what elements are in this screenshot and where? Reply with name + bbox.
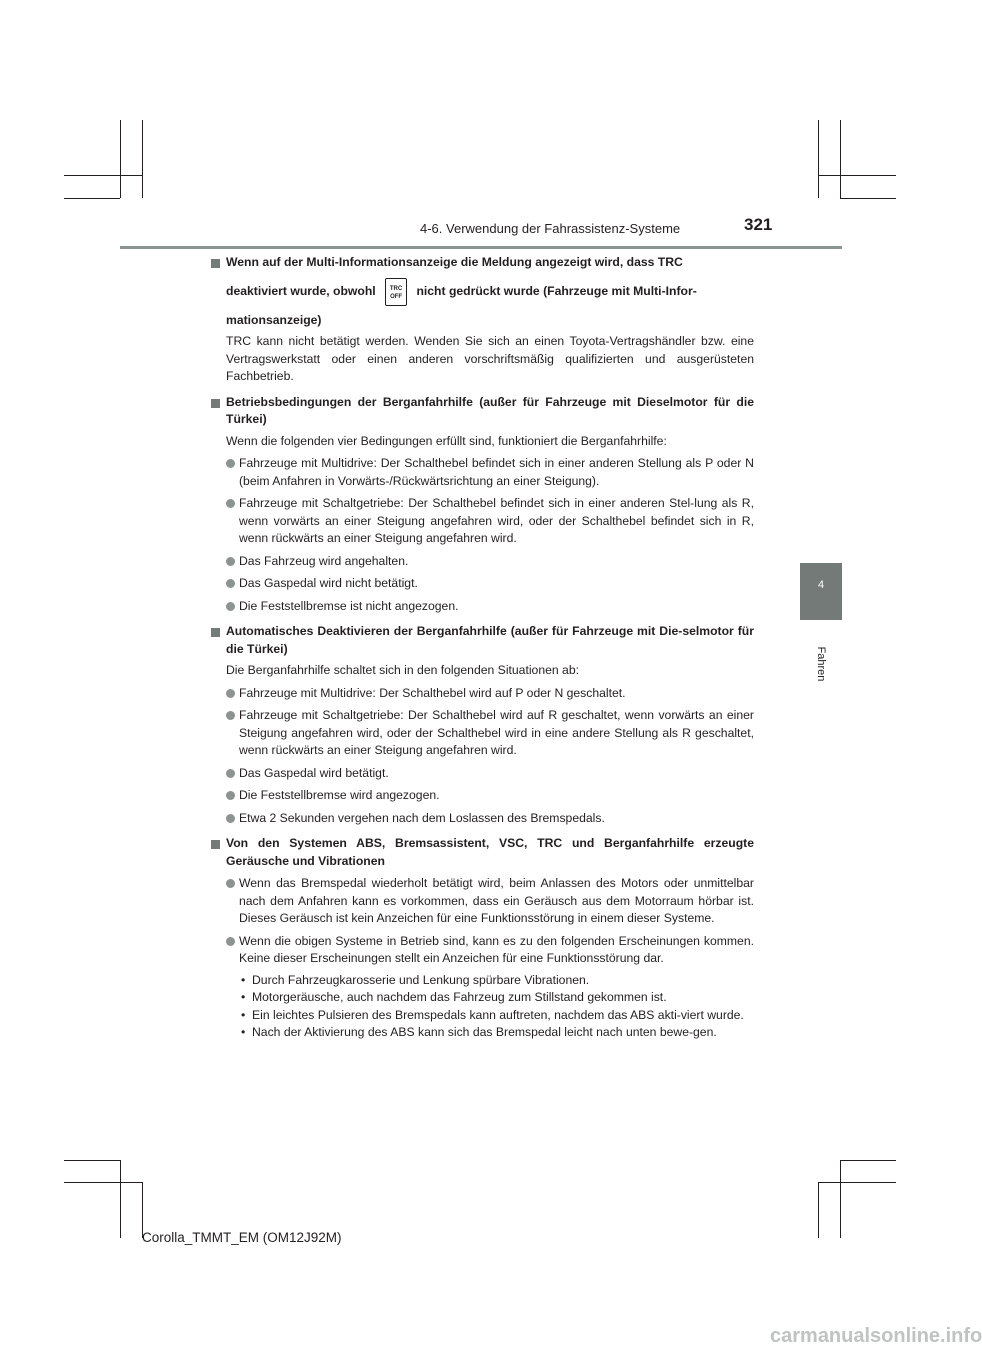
sub-list-item: • Nach der Aktivierung des ABS kann sich das Bremspedal leicht nach unten bewe-gen. bbox=[211, 1024, 754, 1042]
crop-mark bbox=[64, 1160, 120, 1161]
sub-list-item: • Durch Fahrzeugkarosserie und Lenkung spürbare Vibrationen. bbox=[211, 972, 754, 990]
footer-doc-id: Corolla_TMMT_EM (OM12J92M) bbox=[142, 1230, 342, 1245]
crop-mark bbox=[120, 120, 121, 198]
crop-mark bbox=[120, 1160, 121, 1238]
list-item: Fahrzeuge mit Multidrive: Der Schalthebel wird auf P oder N geschaltet. bbox=[211, 685, 754, 703]
paragraph: Wenn die folgenden vier Bedingungen erfüllt sind, funktioniert die Berganfahrhilfe: bbox=[226, 433, 667, 448]
list-item: Das Fahrzeug wird angehalten. bbox=[211, 553, 754, 571]
crop-mark bbox=[818, 175, 896, 176]
watermark: carmanualsonline.info bbox=[770, 1325, 982, 1347]
crop-mark bbox=[840, 1160, 896, 1161]
crop-mark bbox=[818, 1182, 896, 1183]
crop-mark bbox=[64, 175, 142, 176]
paragraph: Die Berganfahrhilfe schaltet sich in den folgenden Situationen ab: bbox=[226, 663, 579, 677]
header-rule bbox=[120, 246, 842, 249]
list-item: Die Feststellbremse ist nicht angezogen. bbox=[211, 598, 754, 616]
heading-auto-deactivation: Automatisches Deaktivieren der Berganfahrhilfe (außer für Fahrzeuge mit Die-selmotor für die Türkei) bbox=[211, 623, 754, 658]
crop-mark bbox=[818, 1182, 819, 1238]
list-item: Fahrzeuge mit Multidrive: Der Schalthebel befindet sich in einer anderen Stellung als P oder N (beim Anfahren in Vorwärts-/Rückwärtsrichtung an einer Steigung). bbox=[211, 455, 754, 490]
chapter-tab bbox=[800, 563, 842, 620]
sub-list-item: • Motorgeräusche, auch nachdem das Fahrzeug zum Stillstand gekommen ist. bbox=[211, 989, 754, 1007]
chapter-number: 4 bbox=[817, 579, 825, 591]
page-content bbox=[211, 254, 754, 1042]
crop-mark bbox=[64, 198, 120, 199]
list-item: Die Feststellbremse wird angezogen. bbox=[211, 787, 754, 805]
heading-noises-vibrations: Von den Systemen ABS, Bremsassistent, VSC, TRC und Berganfahrhilfe erzeugte Geräusche und Vibrationen bbox=[211, 835, 754, 870]
list-item: Fahrzeuge mit Schaltgetriebe: Der Schalthebel befindet sich in einer anderen Stel-lung als R, wenn vorwärts an einer Steigung angefahren wird, oder der Schalthebel befindet sich in R, wenn rückwärts an einer Steigung angefahren wird. bbox=[211, 495, 754, 548]
crop-mark bbox=[142, 120, 143, 198]
heading-operating-conditions: Betriebsbedingungen der Berganfahrhilfe (außer für Fahrzeuge mit Dieselmotor für die Türkei) bbox=[211, 394, 754, 429]
crop-mark bbox=[840, 1160, 841, 1238]
list-item: Das Gaspedal wird nicht betätigt. bbox=[211, 575, 754, 593]
section-title: 4-6. Verwendung der Fahrassistenz-Systeme bbox=[420, 221, 681, 236]
sub-list-item: • Ein leichtes Pulsieren des Bremspedals kann auftreten, nachdem das ABS akti-viert wurde. bbox=[211, 1007, 754, 1025]
crop-mark bbox=[840, 120, 841, 198]
trc-off-button-icon: TRC OFF bbox=[385, 278, 407, 306]
paragraph: TRC kann nicht betätigt werden. Wenden Sie sich an einen Toyota-Vertragshändler bzw. eine Vertragswerkstatt oder einen anderen vorschriftsmäßig qualifizierten und ausgerüsteten Fachbetrieb. bbox=[226, 334, 754, 383]
heading-trc-message: Wenn auf der Multi-Informationsanzeige die Meldung angezeigt wird, dass TRC deaktiviert wurde, obwohl TRC OFF nicht gedrückt wurde (Fahrzeuge mit Multi-Infor- mationsanzeige) bbox=[211, 254, 754, 329]
chapter-label: Fahren bbox=[815, 646, 827, 682]
crop-mark bbox=[818, 120, 819, 198]
crop-mark bbox=[840, 198, 896, 199]
sub-list bbox=[211, 972, 754, 1042]
list-item: Fahrzeuge mit Schaltgetriebe: Der Schalthebel wird auf R geschaltet, wenn vorwärts an einer Steigung angefahren wird, oder der Schalthebel wird in eine andere Stellung als R geschaltet, wenn rückwärts an einer Steigung angefahren wird. bbox=[211, 707, 754, 760]
list-item: Etwa 2 Sekunden vergehen nach dem Loslassen des Bremspedals. bbox=[211, 810, 754, 828]
crop-mark bbox=[64, 1182, 142, 1183]
page-number: 321 bbox=[744, 215, 773, 234]
list-item: Wenn das Bremspedal wiederholt betätigt wird, beim Anlassen des Motors oder unmittelbar nach dem Anfahren kann es vorkommen, dass ein Geräusch aus dem Motorraum hörbar ist. Dieses Geräusch ist kein Anzeichen für eine Funktionsstörung in einem dieser Systeme. bbox=[211, 875, 754, 928]
list-item: Wenn die obigen Systeme in Betrieb sind, kann es zu den folgenden Erscheinungen kommen. Keine dieser Erscheinungen stellt ein Anzeichen für eine Funktionsstörung dar. bbox=[211, 933, 754, 968]
list-item: Das Gaspedal wird betätigt. bbox=[211, 765, 754, 783]
